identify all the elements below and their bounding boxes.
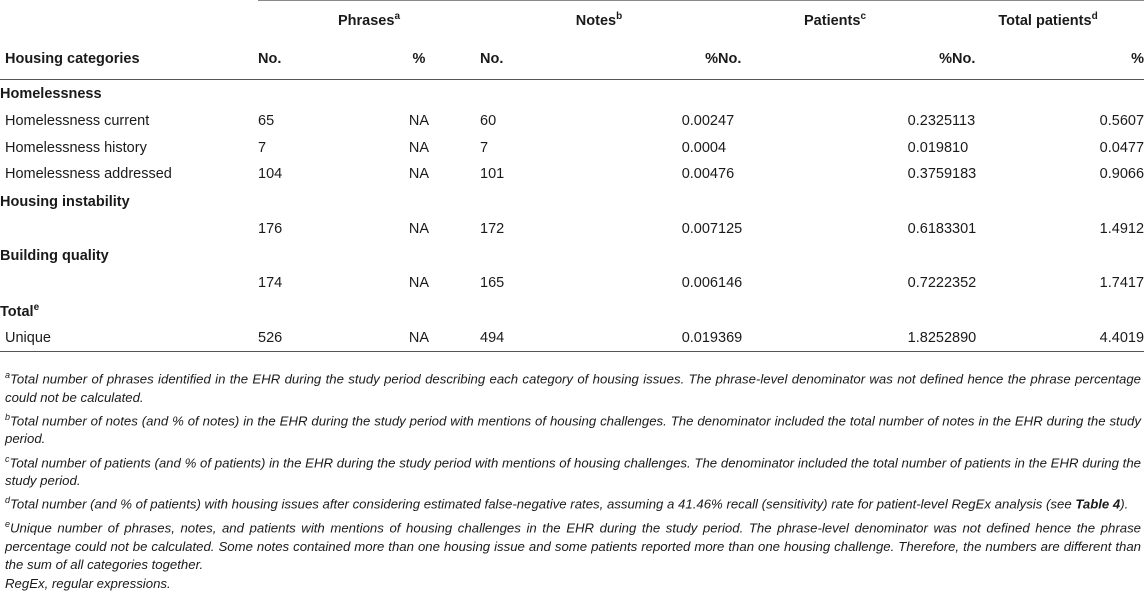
cell: 0.006 <box>681 275 718 292</box>
cell: 10 <box>952 139 969 156</box>
cell: 1.8252 <box>818 325 952 352</box>
section-row <box>0 80 1144 109</box>
header-pct: % <box>1131 51 1144 67</box>
cell: 104 <box>258 166 283 183</box>
table-row <box>0 161 1144 188</box>
footnote-c: $^c$Total number of patients (and % of patients) in the EHR during the study period with mentions of housing challenges. The denominator included the total number of patients in the EHR during the study period. <box>5 453 1141 489</box>
section-row <box>0 188 1144 216</box>
table-4-link[interactable]: Table 4 <box>1075 496 1121 512</box>
cell: 172 <box>480 220 505 237</box>
footnote-a: $^a$Total number of phrases identified in the EHR during the study period describing each category of housing issues. The phrase-level denominator was not defined hence the phrase percentage could not be calculated. <box>5 370 1141 405</box>
header-no: No. <box>952 51 976 67</box>
section-row <box>0 297 1144 325</box>
cell: NA <box>408 166 430 183</box>
footnote-e: $^e$Unique number of phrases, notes, and patients with mentions of housing challenges in the EHR during the study period. The phrase-level denominator was not defined hence the phrase percentage could not be calculated. Some notes contained more than one housing issue and some patients reported more than one housing challenge. Therefore, the numbers are different than the sum of all categories together. <box>5 518 1141 572</box>
cell: 369 <box>718 325 818 352</box>
cell: 76 <box>718 166 735 183</box>
cell: 47 <box>718 113 735 130</box>
header-pct: % <box>939 51 953 67</box>
table-row <box>0 216 1144 243</box>
row-label: Homelessness history <box>5 139 147 156</box>
row-label: Homelessness addressed <box>5 166 172 183</box>
cell: 0.004 <box>681 166 718 183</box>
cell: 526 <box>258 325 358 352</box>
cell: 4 <box>718 139 727 156</box>
table-row <box>0 270 1144 297</box>
column-header-row <box>0 39 1144 80</box>
cell: NA <box>408 139 430 156</box>
abbreviation-note: RegEx, regular expressions. <box>5 575 171 591</box>
cell: 0.6183 <box>907 220 953 237</box>
cell: 0.5607 <box>1099 113 1144 130</box>
cell: 0.0198 <box>907 139 953 156</box>
cell: 65 <box>258 113 275 130</box>
header-no: No. <box>258 51 282 67</box>
cell: 7 <box>480 139 489 156</box>
cell: 101 <box>480 166 505 183</box>
cell: NA <box>408 113 430 130</box>
cell: 0.007 <box>681 220 718 237</box>
cell: 165 <box>480 275 505 292</box>
cell: 174 <box>258 275 283 292</box>
cell: 0.2325 <box>907 113 953 130</box>
blank-corner <box>0 1 258 40</box>
cell: 176 <box>258 220 283 237</box>
row-label: Unique <box>0 325 258 352</box>
section-row <box>0 242 1144 270</box>
footnote-d: $^d$Total number (and % of patients) with housing issues after considering estimated false-negative rates, assuming a 41.46% recall (sensitivity) rate for patient-level RegEx analysis (see Table 4). <box>5 495 1129 512</box>
cell: 0.000 <box>681 139 718 156</box>
cell: 0.9066 <box>1099 166 1144 183</box>
table-row <box>0 108 1144 135</box>
table-row <box>0 135 1144 162</box>
section-title: Building quality <box>0 248 109 264</box>
cell: 146 <box>718 275 743 292</box>
cell: 890 <box>952 325 1052 352</box>
section-title: Total$^e$ <box>0 301 40 320</box>
row-label <box>0 270 258 297</box>
table-row <box>0 325 1144 352</box>
cell: 1.4912 <box>1099 220 1144 237</box>
header-no: No. <box>718 51 742 67</box>
cell: NA <box>358 325 480 352</box>
cell: 125 <box>718 220 743 237</box>
cell: 4.4019 <box>1052 325 1144 352</box>
cell: 113 <box>952 113 976 130</box>
cell: 0.7222 <box>907 275 953 292</box>
cell: 0.002 <box>681 113 718 130</box>
cell: 0.019 <box>580 325 718 352</box>
cell: NA <box>408 275 430 292</box>
cell: 60 <box>480 113 497 130</box>
header-category: Housing categories <box>5 51 140 67</box>
row-label: Homelessness current <box>5 113 150 130</box>
group-patients: Patients$^c$ <box>718 1 952 40</box>
footnote-b: $^b$Total number of notes (and % of notes) in the EHR during the study period with mentions of housing challenges. The denominator included the total number of notes in the EHR during the study period. <box>5 411 1141 447</box>
cell: 0.3759 <box>907 166 953 183</box>
header-pct: % <box>705 51 718 67</box>
cell: 7 <box>258 139 267 156</box>
section-title: Housing instability <box>0 193 130 210</box>
group-total-patients: Total patients$^d$ <box>952 1 1144 40</box>
group-phrases: Phrases$^a$ <box>258 1 480 40</box>
cell: 301 <box>952 220 977 237</box>
cell: 1.7417 <box>1099 275 1144 292</box>
cell: NA <box>408 220 430 237</box>
group-notes: Notes$^b$ <box>480 1 718 40</box>
table-footnotes <box>5 366 1141 594</box>
header-pct: % <box>412 51 426 67</box>
cell: 352 <box>952 275 977 292</box>
cell: 494 <box>480 325 580 352</box>
header-no: No. <box>480 51 504 67</box>
row-label <box>0 216 258 243</box>
cell: 0.0477 <box>1099 139 1144 156</box>
group-header-row <box>0 1 1144 40</box>
cell: 183 <box>952 166 977 183</box>
section-title: Homelessness <box>0 80 1144 109</box>
